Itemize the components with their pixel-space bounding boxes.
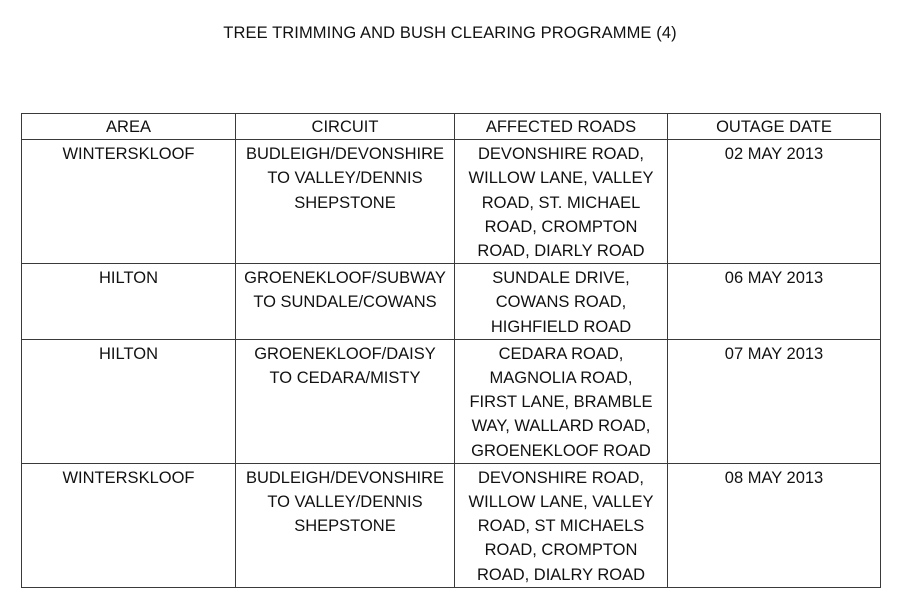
roads-line: HIGHFIELD ROAD <box>490 317 632 336</box>
cell-area <box>22 264 236 340</box>
cell-circuit <box>236 140 455 264</box>
table-row <box>22 463 881 587</box>
circuit-line: TO VALLEY/DENNIS <box>267 493 423 512</box>
circuit-line: TO VALLEY/DENNIS <box>267 169 423 188</box>
area-text: HILTON <box>99 344 158 363</box>
roads-line: MAGNOLIA ROAD, <box>489 369 633 388</box>
roads-line: DEVONSHIRE ROAD, <box>478 468 644 487</box>
roads-line: WILLOW LANE, VALLEY <box>468 493 654 512</box>
cell-outage-date <box>668 339 881 463</box>
table-row <box>22 140 881 264</box>
circuit-line: SHEPSTONE <box>294 193 396 212</box>
programme-table <box>21 113 881 588</box>
table-row <box>22 264 881 340</box>
outage-date-text: 02 MAY 2013 <box>724 145 824 164</box>
circuit-line: BUDLEIGH/DEVONSHIRE <box>245 468 445 487</box>
roads-line: ROAD, CROMPTON <box>484 541 638 560</box>
cell-area <box>22 463 236 587</box>
roads-line: CEDARA ROAD, <box>498 344 624 363</box>
outage-date-text: 06 MAY 2013 <box>724 269 824 288</box>
table-row <box>22 339 881 463</box>
roads-line: WILLOW LANE, VALLEY <box>468 169 654 188</box>
roads-line: FIRST LANE, BRAMBLE <box>469 393 653 412</box>
roads-line: DEVONSHIRE ROAD, <box>478 145 644 164</box>
circuit-line: TO SUNDALE/COWANS <box>253 293 437 312</box>
header-outage-date: OUTAGE DATE <box>668 114 881 140</box>
circuit-line: SHEPSTONE <box>294 517 396 536</box>
cell-circuit <box>236 463 455 587</box>
circuit-line: TO CEDARA/MISTY <box>269 369 421 388</box>
roads-line: ROAD, DIALRY ROAD <box>476 565 646 584</box>
cell-circuit <box>236 339 455 463</box>
area-text: WINTERSKLOOF <box>62 145 195 164</box>
outage-date-text: 08 MAY 2013 <box>724 468 824 487</box>
roads-line: GROENEKLOOF ROAD <box>471 441 651 460</box>
header-area: AREA <box>22 114 236 140</box>
cell-affected-roads <box>455 463 668 587</box>
roads-line: SUNDALE DRIVE, <box>492 269 630 288</box>
circuit-line: GROENEKLOOF/SUBWAY <box>244 269 446 288</box>
area-text: WINTERSKLOOF <box>62 468 195 487</box>
outage-date-text: 07 MAY 2013 <box>724 344 824 363</box>
cell-outage-date <box>668 264 881 340</box>
cell-area <box>22 140 236 264</box>
circuit-line: GROENEKLOOF/DAISY <box>254 344 436 363</box>
cell-affected-roads <box>455 140 668 264</box>
cell-affected-roads <box>455 339 668 463</box>
cell-affected-roads <box>455 264 668 340</box>
circuit-line: BUDLEIGH/DEVONSHIRE <box>245 145 445 164</box>
area-text: HILTON <box>99 269 158 288</box>
roads-line: ROAD, DIARLY ROAD <box>477 242 645 261</box>
roads-line: ROAD, ST MICHAELS <box>477 517 645 536</box>
header-affected-roads: AFFECTED ROADS <box>455 114 668 140</box>
document-title: TREE TRIMMING AND BUSH CLEARING PROGRAMME (4) <box>223 24 677 42</box>
cell-area <box>22 339 236 463</box>
roads-line: WAY, WALLARD ROAD, <box>471 417 651 436</box>
roads-line: COWANS ROAD, <box>495 293 627 312</box>
cell-circuit <box>236 264 455 340</box>
cell-outage-date <box>668 463 881 587</box>
header-circuit: CIRCUIT <box>236 114 455 140</box>
roads-line: ROAD, ST. MICHAEL <box>481 193 641 212</box>
cell-outage-date <box>668 140 881 264</box>
roads-line: ROAD, CROMPTON <box>484 217 638 236</box>
table-header-row <box>22 114 881 140</box>
